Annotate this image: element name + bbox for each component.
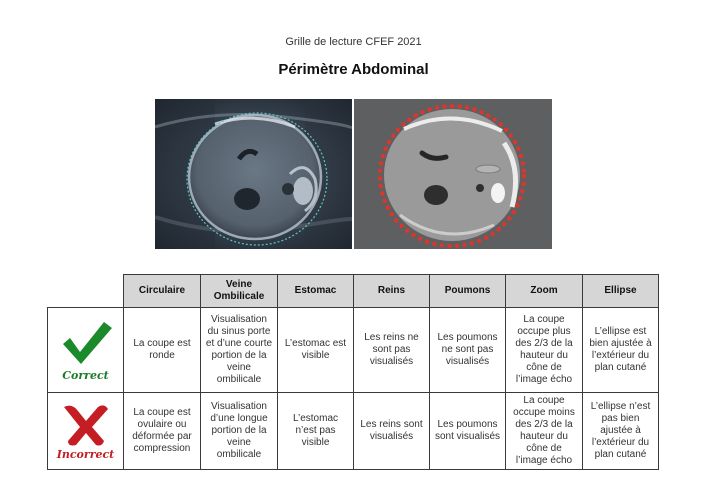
table-cell: L’ellipse n’est pas bien ajustée à l’extérieur du plan cutané [583, 393, 659, 470]
document-title: Périmètre Abdominal [278, 61, 429, 78]
reference-images [155, 99, 552, 249]
document-subtitle: Grille de lecture CFEF 2021 [285, 36, 422, 48]
correct-label: Correct [62, 369, 109, 382]
column-header: Ellipse [583, 275, 659, 308]
incorrect-mark [48, 393, 124, 470]
column-header: Estomac [278, 275, 354, 308]
check-icon [58, 318, 114, 368]
correct-mark [48, 308, 124, 393]
table-cell: Les reins ne sont pas visualisés [354, 308, 430, 393]
table-cell: Les poumons ne sont pas visualisés [430, 308, 506, 393]
table-cell: Les poumons sont visualisés [430, 393, 506, 470]
incorrect-label: Incorrect [56, 448, 115, 461]
column-header: Reins [354, 275, 430, 308]
table-cell: Les reins sont visualisés [354, 393, 430, 470]
table-cell: Visualisation d’une longue portion de la veine ombilicale [201, 393, 278, 470]
table-row-incorrect [48, 393, 659, 470]
table-cell: La coupe occupe moins des 2/3 de la hauteur du cône de l’image écho [506, 393, 583, 470]
table-row-correct [48, 308, 659, 393]
table-cell: La coupe est ronde [124, 308, 201, 393]
schematic-abdomen-image [354, 99, 552, 249]
table-corner [48, 275, 124, 308]
table-header-row [48, 275, 659, 308]
table-cell: L’estomac n’est pas visible [278, 393, 354, 470]
ultrasound-image [155, 99, 352, 249]
column-header: Circulaire [124, 275, 201, 308]
table-cell: L’ellipse est bien ajustée à l’extérieur du plan cutané [583, 308, 659, 393]
column-header: Veine Ombilicale [201, 275, 278, 308]
reading-grid-table [47, 274, 659, 470]
table-cell: Visualisation du sinus porte et d’une courte portion de la veine ombilicale [201, 308, 278, 393]
cross-icon [58, 401, 114, 447]
table-cell: La coupe occupe plus des 2/3 de la hauteur du cône de l’image écho [506, 308, 583, 393]
column-header: Poumons [430, 275, 506, 308]
table-cell: La coupe est ovulaire ou déformée par compression [124, 393, 201, 470]
column-header: Zoom [506, 275, 583, 308]
table-cell: L’estomac est visible [278, 308, 354, 393]
